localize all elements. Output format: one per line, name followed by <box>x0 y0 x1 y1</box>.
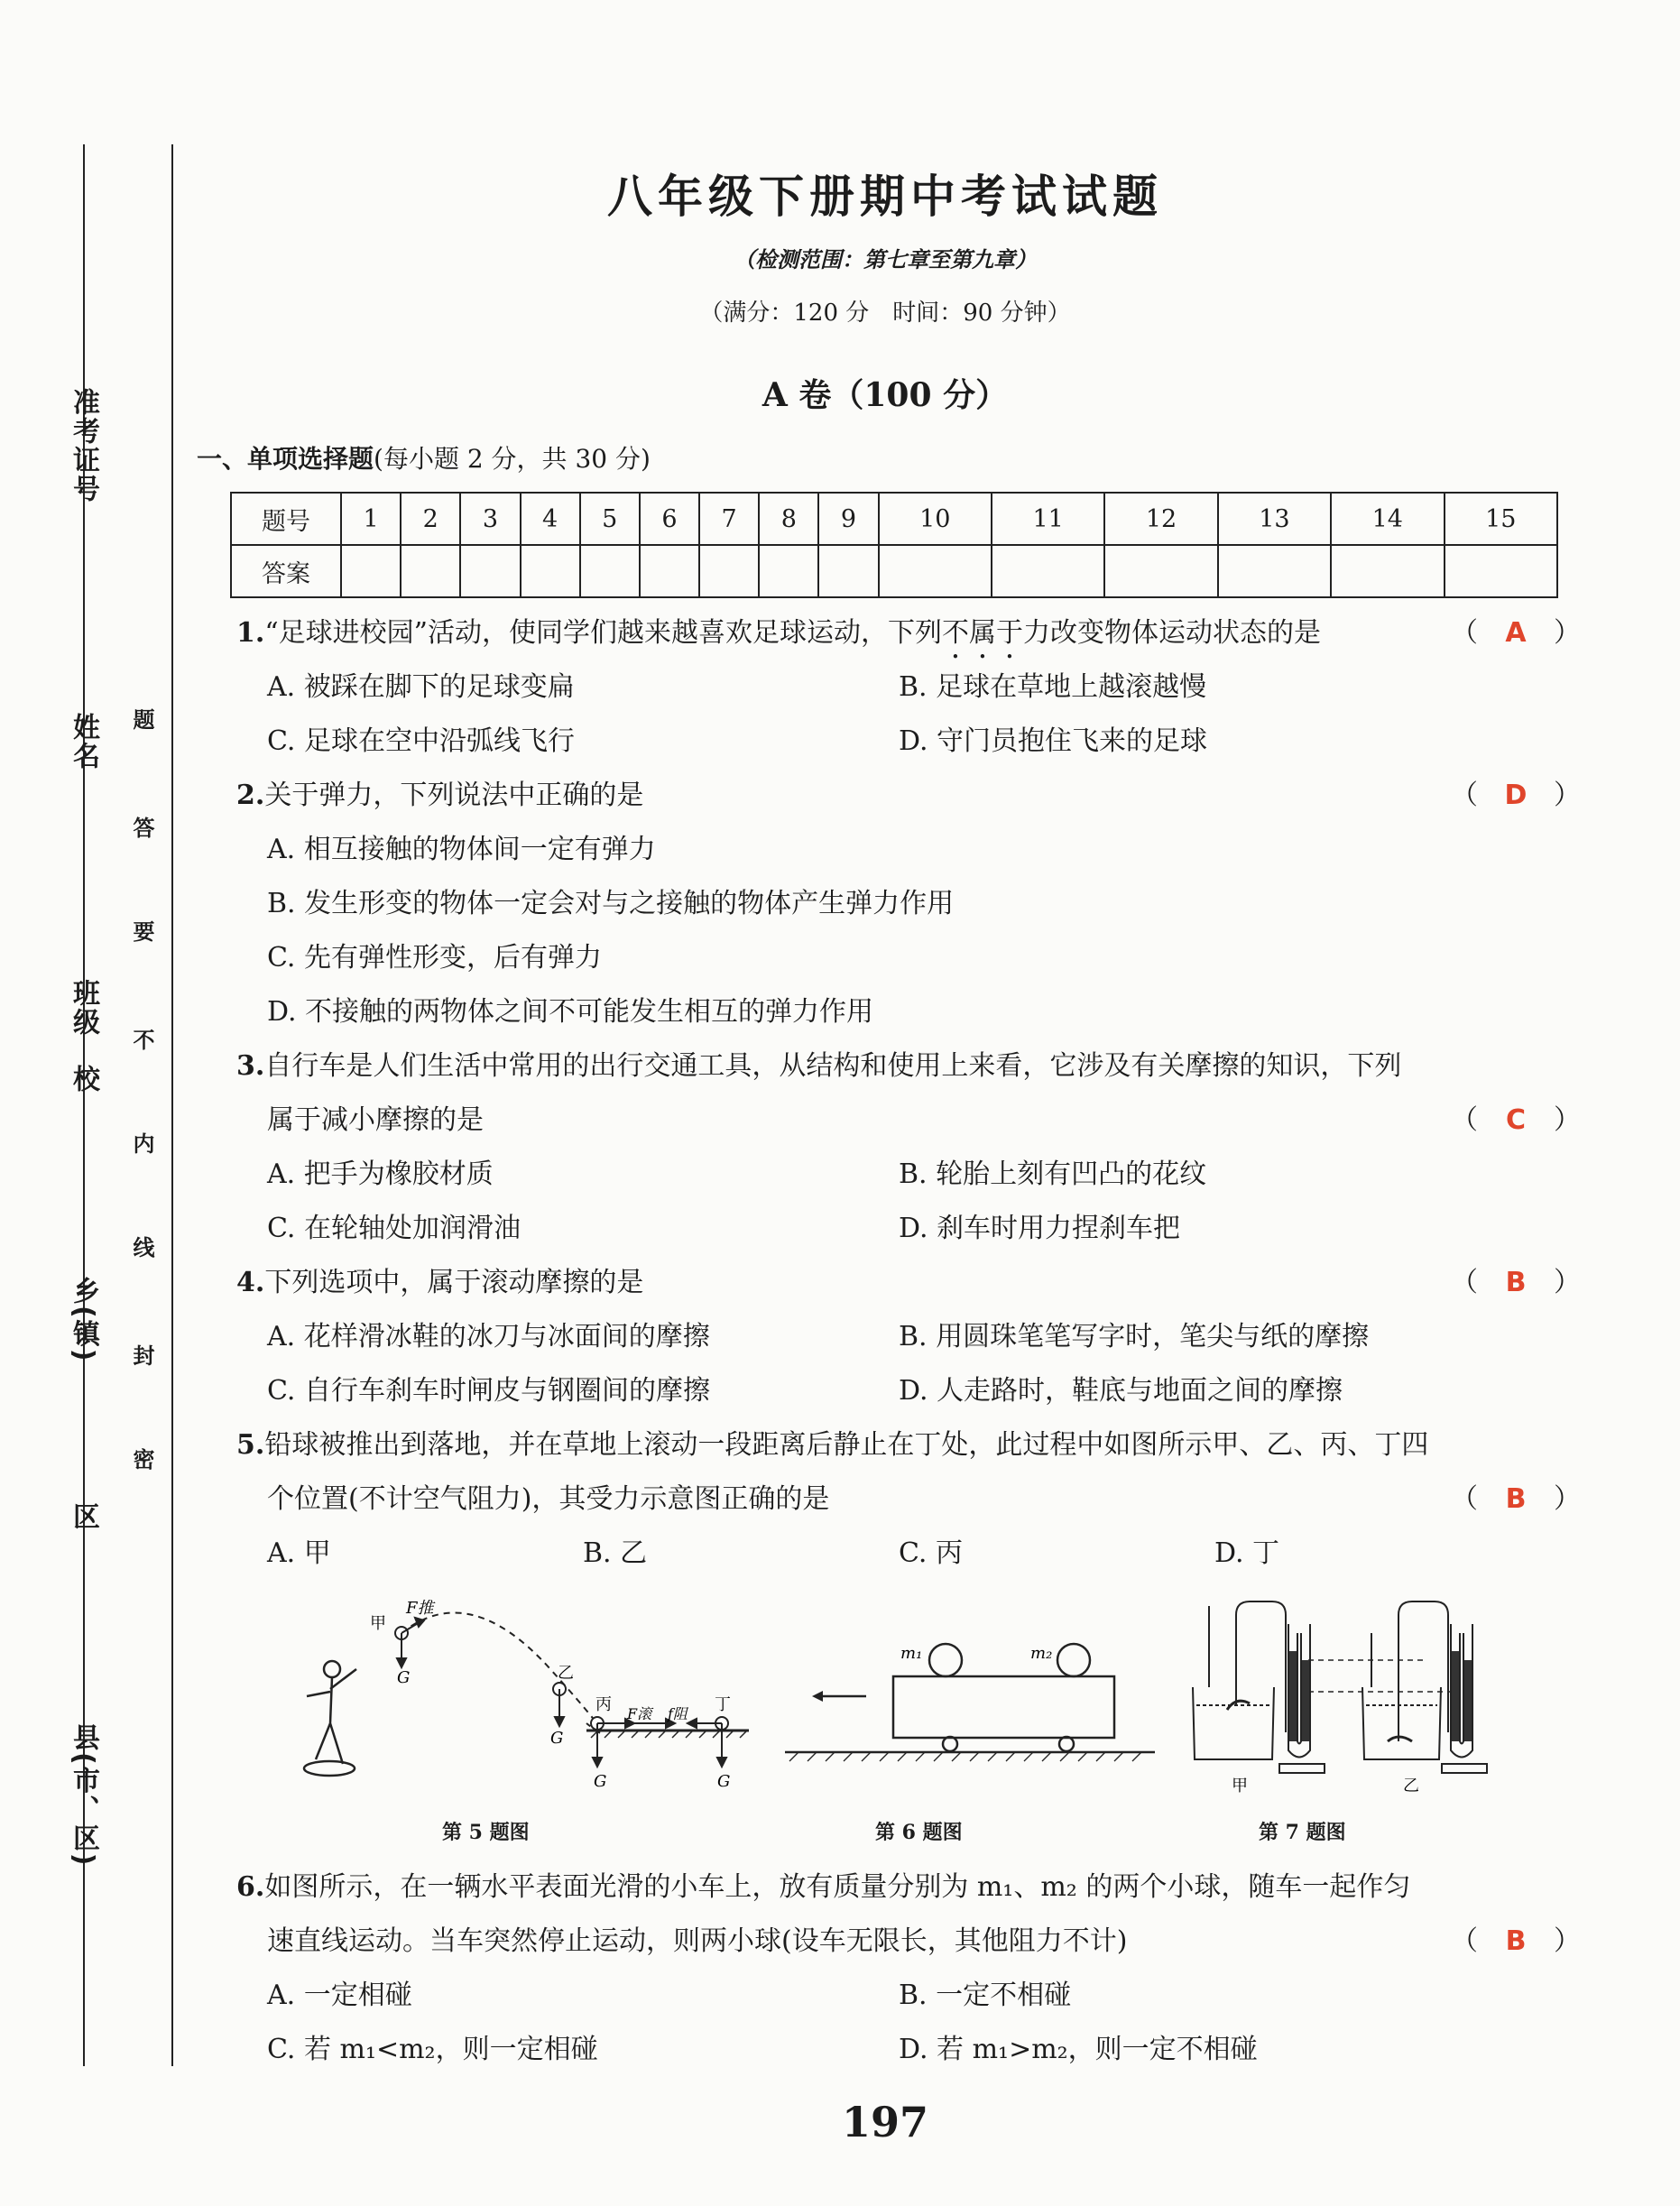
question-2-stem <box>236 778 643 814</box>
answer-table-number: 4 <box>521 493 580 545</box>
question-1-stem <box>236 615 1321 665</box>
part-note: (每小题 2 分，共 30 分) <box>374 444 651 474</box>
answer-letter: A <box>1505 617 1527 649</box>
answer-cell[interactable] <box>1445 545 1558 597</box>
stem-text: 自行车是人们生活中常用的出行交通工具，从结构和使用上来看，它涉及有关摩擦的知识，下列 <box>264 1050 1402 1082</box>
question-5-stem-line2: 个位置(不计空气阻力)，其受力示意图正确的是 <box>267 1483 830 1515</box>
figure-7 <box>1182 1597 1516 1795</box>
label-ding: 丁 <box>715 1695 731 1714</box>
option: B. 发生形变的物体一定会对与之接触的物体产生弹力作用 <box>267 888 955 919</box>
beaker <box>1193 1687 1274 1759</box>
option: B. 足球在草地上越滚越慢 <box>899 671 1207 703</box>
field-town: 乡(镇) <box>68 1277 99 1363</box>
option: C. 自行车刹车时闸皮与钢圈间的摩擦 <box>267 1375 710 1407</box>
question-number: 6. <box>236 1871 265 1903</box>
question-3-stem-line2: 属于减小摩擦的是 <box>267 1104 484 1136</box>
field-exam-id: 准考证号 <box>68 388 99 503</box>
figure-6-caption: 第 6 题图 <box>875 1821 963 1844</box>
stem-emphasis: 不属于 <box>942 617 1024 649</box>
section-title: A 卷（100 分） <box>762 376 1009 414</box>
answer-table-header: 答案 <box>231 545 341 597</box>
answer-table-answer-row <box>231 545 1557 597</box>
option: A. 把手为橡胶材质 <box>267 1158 494 1190</box>
label-g: G <box>717 1772 731 1791</box>
question-number: 3. <box>236 1050 265 1082</box>
notice-char: 答 <box>129 817 154 840</box>
page-number: 197 <box>841 2098 929 2146</box>
label-f-push: F推 <box>406 1599 434 1618</box>
answer-cell[interactable] <box>759 545 818 597</box>
part-heading <box>197 439 651 475</box>
answer-table-number: 3 <box>460 493 520 545</box>
question-3-answer: （ C ） <box>1451 1103 1581 1139</box>
label-bing: 丙 <box>595 1695 612 1714</box>
answer-cell[interactable] <box>818 545 878 597</box>
field-county: 县(市、区) <box>68 1723 99 1868</box>
notice-char: 密 <box>129 1448 154 1472</box>
option: D. 刹车时用力捏刹车把 <box>899 1213 1181 1244</box>
answer-table-number: 6 <box>640 493 699 545</box>
answer-letter: B <box>1505 1267 1527 1298</box>
option: A. 相互接触的物体间一定有弹力 <box>267 834 656 865</box>
option: D. 若 m₁>m₂，则一定不相碰 <box>899 2034 1258 2065</box>
answer-cell[interactable] <box>640 545 699 597</box>
answer-cell[interactable] <box>1331 545 1444 597</box>
question-number: 1. <box>236 617 265 649</box>
label-jia: 甲 <box>1232 1777 1248 1795</box>
option: C. 足球在空中沿弧线飞行 <box>267 725 575 757</box>
answer-table-number: 15 <box>1445 493 1558 545</box>
label-g: G <box>550 1729 564 1748</box>
question-2-answer: （ D ） <box>1451 778 1581 814</box>
stem-text: 如图所示，在一辆水平表面光滑的小车上，放有质量分别为 m₁、m₂ 的两个小球，随车一起作匀 <box>264 1871 1411 1903</box>
cart-wheel <box>943 1737 957 1751</box>
thrower-figure <box>304 1661 356 1776</box>
cart-wheel <box>1059 1737 1074 1751</box>
label-f-block: f阻 <box>668 1705 688 1722</box>
label-yi: 乙 <box>558 1664 574 1683</box>
answer-table-number: 7 <box>699 493 759 545</box>
answer-table-number: 9 <box>818 493 878 545</box>
ground-hatch <box>789 1752 1141 1761</box>
option: B. 轮胎上刻有凹凸的花纹 <box>899 1158 1207 1190</box>
option: D. 人走路时，鞋底与地面之间的摩擦 <box>899 1375 1343 1407</box>
option: B. 用圆珠笔笔写字时，笔尖与纸的摩擦 <box>899 1321 1370 1352</box>
answer-cell[interactable] <box>401 545 460 597</box>
answer-table-number: 12 <box>1104 493 1217 545</box>
answer-table-number: 13 <box>1218 493 1331 545</box>
stem-text: 下列选项中，属于滚动摩擦的是 <box>264 1267 644 1298</box>
option: A. 一定相碰 <box>267 1980 412 2011</box>
page-title: 八年级下册期中考试试题 <box>607 171 1163 223</box>
answer-table-number: 1 <box>341 493 401 545</box>
figure-5 <box>271 1588 776 1804</box>
option: B. 一定不相碰 <box>899 1980 1072 2011</box>
answer-table-number: 2 <box>401 493 460 545</box>
answer-cell[interactable] <box>992 545 1104 597</box>
figure-5-caption: 第 5 题图 <box>442 1821 530 1844</box>
option: C. 若 m₁<m₂，则一定相碰 <box>267 2034 598 2065</box>
answer-table-number: 11 <box>992 493 1104 545</box>
answer-letter: C <box>1505 1104 1527 1136</box>
answer-cell[interactable] <box>699 545 759 597</box>
label-jia: 甲 <box>370 1614 386 1633</box>
option: A. 花样滑冰鞋的冰刀与冰面间的摩擦 <box>267 1321 710 1352</box>
option: A. 甲 <box>267 1537 331 1569</box>
question-5-answer: （ B ） <box>1451 1481 1581 1518</box>
label-m2: m₂ <box>1030 1644 1053 1663</box>
stem-text: 铅球被推出到落地，并在草地上滚动一段距离后静止在丁处，此过程中如图所示甲、乙、丙、丁四 <box>264 1429 1429 1461</box>
part-label: 一、单项选择题 <box>197 444 374 474</box>
answer-table-number: 5 <box>580 493 640 545</box>
option: D. 守门员抱住飞来的足球 <box>899 725 1208 757</box>
notice-char: 要 <box>129 920 154 944</box>
exam-meta: （满分：120 分 时间：90 分钟） <box>699 300 1071 327</box>
answer-table-number-row <box>231 493 1557 545</box>
notice-char: 封 <box>129 1344 154 1368</box>
option: A. 被踩在脚下的足球变扁 <box>267 671 575 703</box>
option: C. 丙 <box>899 1537 963 1569</box>
motion-arrow-head <box>812 1691 823 1702</box>
answer-letter: B <box>1505 1925 1527 1957</box>
answer-table <box>230 492 1558 598</box>
question-3-stem <box>236 1048 1401 1085</box>
answer-cell[interactable] <box>521 545 580 597</box>
answer-table-number: 10 <box>879 493 992 545</box>
notice-char: 不 <box>129 1029 154 1052</box>
notice-char: 题 <box>129 708 154 732</box>
field-name: 姓名 <box>68 713 99 771</box>
notice-char: 线 <box>129 1236 154 1260</box>
option: D. 不接触的两物体之间不可能发生相互的弹力作用 <box>267 996 874 1028</box>
question-5-stem <box>236 1427 1428 1463</box>
question-number: 4. <box>236 1267 265 1298</box>
answer-cell[interactable] <box>1218 545 1331 597</box>
stem-text: 关于弹力，下列说法中正确的是 <box>264 780 644 811</box>
question-number: 5. <box>236 1429 265 1461</box>
answer-table-number: 14 <box>1331 493 1444 545</box>
stem-text: “足球进校园”活动，使同学们越来越喜欢足球运动，下列 <box>264 617 943 649</box>
question-number: 2. <box>236 780 265 811</box>
option: C. 在轮轴处加润滑油 <box>267 1213 521 1244</box>
label-yi: 乙 <box>1403 1777 1419 1795</box>
option: C. 先有弹性形变，后有弹力 <box>267 942 602 974</box>
question-6-stem-line2: 速直线运动。当车突然停止运动，则两小球(设车无限长，其他阻力不计) <box>267 1925 1128 1957</box>
stem-text: 力改变物体运动状态的是 <box>1023 617 1322 649</box>
label-m1: m₁ <box>900 1644 923 1663</box>
figure-7-caption: 第 7 题图 <box>1259 1821 1346 1844</box>
label-g: G <box>397 1668 411 1687</box>
answer-letter: B <box>1505 1483 1527 1515</box>
answer-cell[interactable] <box>1104 545 1217 597</box>
answer-letter: D <box>1504 780 1528 811</box>
field-district: 区 <box>68 1502 99 1531</box>
beaker <box>1362 1687 1441 1759</box>
question-1-answer: （ A ） <box>1451 615 1581 651</box>
answer-cell[interactable] <box>341 545 401 597</box>
figure-6 <box>776 1615 1155 1777</box>
question-6-answer: （ B ） <box>1451 1924 1581 1960</box>
question-4-answer: （ B ） <box>1451 1265 1581 1301</box>
field-school: 校 <box>68 1065 99 1094</box>
ball-m2 <box>1057 1644 1090 1676</box>
option: D. 丁 <box>1214 1537 1280 1569</box>
question-6-stem <box>236 1869 1410 1906</box>
margin-line-inner <box>171 144 173 2066</box>
cart <box>893 1676 1114 1738</box>
label-g: G <box>594 1772 607 1791</box>
answer-cell[interactable] <box>460 545 520 597</box>
option: B. 乙 <box>583 1537 648 1569</box>
answer-cell[interactable] <box>879 545 992 597</box>
field-class: 班级 <box>68 979 99 1037</box>
notice-char: 内 <box>129 1132 154 1156</box>
ball-m1 <box>929 1644 962 1676</box>
answer-table-number: 8 <box>759 493 818 545</box>
answer-table-header: 题号 <box>231 493 341 545</box>
label-f-roll: F滚 <box>627 1705 652 1722</box>
answer-cell[interactable] <box>580 545 640 597</box>
question-4-stem <box>236 1265 643 1301</box>
exam-scope: （检测范围：第七章至第九章） <box>734 246 1037 272</box>
